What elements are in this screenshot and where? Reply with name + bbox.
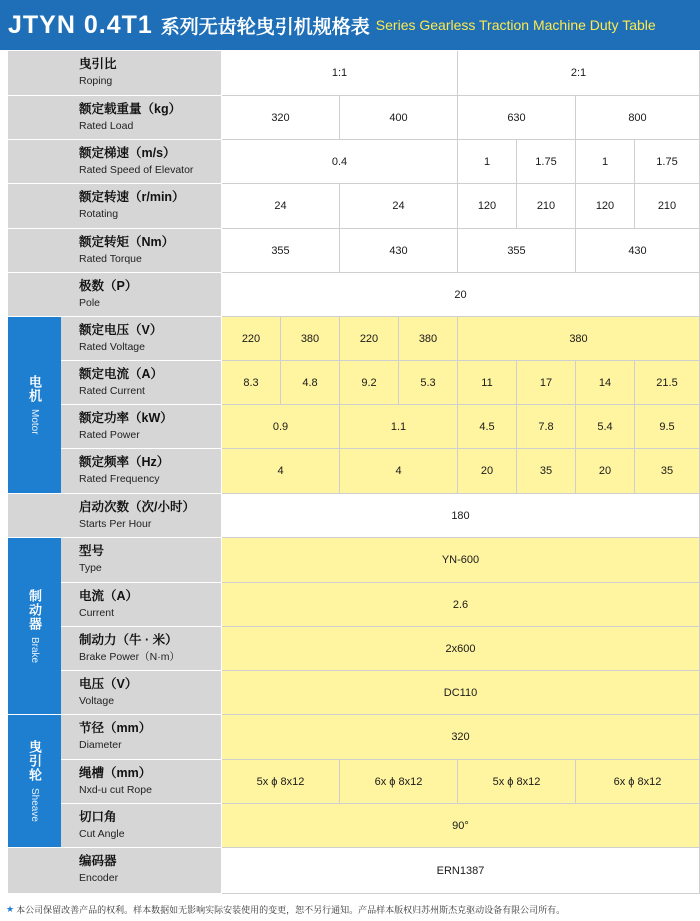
value-cell-rated-frequency: 4	[340, 449, 458, 494]
value-cell-encoder: ERN1387	[222, 848, 700, 894]
value-cell-rated-power: 7.8	[517, 405, 576, 449]
row-label-cn: 额定电流（A）	[79, 367, 164, 381]
value-cell-type: YN-600	[222, 538, 700, 583]
footer-note	[6, 900, 696, 918]
model-title: JTYN 0.4T1	[8, 10, 153, 39]
value-cell-diameter: 320	[222, 715, 700, 760]
value-cell-rated-current: 14	[576, 361, 635, 405]
row-label-en: Voltage	[79, 695, 115, 707]
value-cell-rated-current: 17	[517, 361, 576, 405]
row-label-en: Rotating	[79, 208, 119, 220]
row-label-diameter	[61, 715, 222, 760]
value-cell-rated-frequency: 20	[458, 449, 517, 494]
value-cell-rotating: 120	[576, 184, 635, 229]
row-label-en: Current	[79, 607, 115, 619]
group-label-cn: 电机	[27, 375, 42, 404]
value-cell-rated-power: 5.4	[576, 405, 635, 449]
row-label-cut-angle	[61, 804, 222, 848]
value-cell-rated-power: 0.9	[222, 405, 340, 449]
group-label-cn: 制动器	[27, 588, 42, 631]
value-cell-rated-power: 9.5	[635, 405, 700, 449]
value-cell-roping: 2:1	[458, 51, 700, 96]
value-cell-rated-current: 5.3	[399, 361, 458, 405]
value-cell-rated-current: 4.8	[281, 361, 340, 405]
row-label-cn: 节径（mm）	[79, 721, 152, 735]
row-label-cn: 切口角	[79, 810, 117, 824]
value-cell-voltage: DC110	[222, 671, 700, 715]
value-cell-rated-speed-of-elevator: 1.75	[517, 140, 576, 184]
value-cell-rated-frequency: 35	[635, 449, 700, 494]
row-label-nxd-u-cut-rope	[61, 760, 222, 804]
row-label-starts-per-hour	[8, 494, 222, 538]
value-cell-rated-speed-of-elevator: 1.75	[635, 140, 700, 184]
value-cell-rated-current: 11	[458, 361, 517, 405]
row-label-rated-frequency	[61, 449, 222, 494]
value-cell-current: 2.6	[222, 583, 700, 627]
value-cell-rated-torque: 430	[340, 229, 458, 273]
row-label-en: Cut Angle	[79, 828, 125, 840]
value-cell-brake-power-n-m: 2x600	[222, 627, 700, 671]
value-cell-rotating: 210	[517, 184, 576, 229]
row-label-en: Brake Power（N·m）	[79, 651, 180, 663]
value-cell-rated-current: 8.3	[222, 361, 281, 405]
row-label-en: Nxd-u cut Rope	[79, 784, 152, 796]
value-cell-rated-frequency: 20	[576, 449, 635, 494]
row-label-voltage	[61, 671, 222, 715]
row-label-rated-current	[61, 361, 222, 405]
star-icon: ★	[6, 903, 15, 914]
row-label-cn: 制动力（牛 · 米）	[79, 633, 178, 647]
row-label-rated-power	[61, 405, 222, 449]
row-label-rotating	[8, 184, 222, 229]
row-label-cn: 额定功率（kW）	[79, 411, 173, 425]
row-label-cn: 编码器	[79, 854, 117, 868]
row-label-en: Rated Frequency	[79, 473, 160, 485]
value-cell-nxd-u-cut-rope: 5x ϕ 8x12	[458, 760, 576, 804]
group-label-en: Sheave	[29, 788, 40, 822]
value-cell-rotating: 210	[635, 184, 700, 229]
row-label-rated-load	[8, 96, 222, 140]
value-cell-rated-speed-of-elevator: 1	[458, 140, 517, 184]
value-cell-cut-angle: 90°	[222, 804, 700, 848]
row-label-cn: 额定频率（Hz）	[79, 455, 170, 469]
value-cell-rated-voltage: 380	[458, 317, 700, 361]
row-label-en: Rated Current	[79, 385, 145, 397]
value-cell-rated-load: 630	[458, 96, 576, 140]
value-cell-rotating: 24	[222, 184, 340, 229]
group-brake	[8, 538, 61, 715]
value-cell-rated-load: 400	[340, 96, 458, 140]
row-label-cn: 额定转矩（Nm）	[79, 235, 175, 249]
value-cell-roping: 1:1	[222, 51, 458, 96]
value-cell-nxd-u-cut-rope: 6x ϕ 8x12	[340, 760, 458, 804]
row-label-type	[61, 538, 222, 583]
value-cell-rated-torque: 355	[458, 229, 576, 273]
row-label-brake-power-n-m	[61, 627, 222, 671]
group-label-en: Brake	[29, 636, 40, 664]
value-cell-rated-load: 800	[576, 96, 700, 140]
row-label-cn: 额定电压（V）	[79, 323, 163, 337]
row-label-en: Rated Torque	[79, 253, 142, 265]
value-cell-nxd-u-cut-rope: 5x ϕ 8x12	[222, 760, 340, 804]
value-cell-rotating: 120	[458, 184, 517, 229]
value-cell-rated-power: 4.5	[458, 405, 517, 449]
row-label-cn: 型号	[79, 544, 105, 558]
row-label-en: Starts Per Hour	[79, 518, 152, 530]
row-label-en: Roping	[79, 75, 113, 87]
row-label-en: Pole	[79, 297, 101, 309]
row-label-en: Rated Power	[79, 429, 140, 441]
value-cell-rated-voltage: 220	[222, 317, 281, 361]
row-label-rated-speed-of-elevator	[8, 140, 222, 184]
value-cell-pole: 20	[222, 273, 700, 317]
row-label-en: Type	[79, 562, 102, 574]
row-label-cn: 曳引比	[79, 57, 117, 71]
row-label-cn: 极数（P）	[79, 279, 138, 293]
row-label-cn: 额定载重量（kg）	[79, 102, 182, 116]
row-label-encoder	[8, 848, 222, 894]
chinese-title: 系列无齿轮曳引机规格表	[160, 16, 370, 38]
value-cell-rated-current: 21.5	[635, 361, 700, 405]
row-label-cn: 额定梯速（m/s）	[79, 146, 176, 160]
row-label-rated-torque	[8, 229, 222, 273]
row-label-cn: 电压（V）	[79, 677, 138, 691]
value-cell-rated-voltage: 220	[340, 317, 399, 361]
group-sheave	[8, 715, 61, 848]
row-label-cn: 绳槽（mm）	[79, 766, 152, 780]
value-cell-rated-frequency: 4	[222, 449, 340, 494]
group-motor	[8, 317, 61, 494]
footer-text: 本公司保留改善产品的权利。样本数据如无影响实际安装使用的变更，恕不另行通知。产品样本版权归苏州斯杰克驱动设备有限公司所有。	[16, 904, 566, 915]
row-label-en: Diameter	[79, 739, 122, 751]
group-label-cn: 曳引轮	[27, 740, 42, 783]
value-cell-rated-speed-of-elevator: 0.4	[222, 140, 458, 184]
row-label-current	[61, 583, 222, 627]
row-label-roping	[8, 51, 222, 96]
row-label-cn: 额定转速（r/min）	[79, 190, 185, 204]
value-cell-rated-speed-of-elevator: 1	[576, 140, 635, 184]
value-cell-nxd-u-cut-rope: 6x ϕ 8x12	[576, 760, 700, 804]
english-title: Series Gearless Traction Machine Duty Table	[375, 17, 656, 33]
value-cell-rotating: 24	[340, 184, 458, 229]
value-cell-rated-torque: 430	[576, 229, 700, 273]
group-label-en: Motor	[29, 409, 40, 435]
row-label-en: Rated Voltage	[79, 341, 145, 353]
value-cell-rated-voltage: 380	[281, 317, 340, 361]
value-cell-rated-power: 1.1	[340, 405, 458, 449]
value-cell-starts-per-hour: 180	[222, 494, 700, 538]
value-cell-rated-frequency: 35	[517, 449, 576, 494]
value-cell-rated-load: 320	[222, 96, 340, 140]
row-label-en: Rated Speed of Elevator	[79, 164, 194, 176]
row-label-rated-voltage	[61, 317, 222, 361]
row-label-pole	[8, 273, 222, 317]
row-label-cn: 启动次数（次/小时）	[79, 500, 195, 514]
row-label-cn: 电流（A）	[79, 589, 139, 603]
value-cell-rated-torque: 355	[222, 229, 340, 273]
value-cell-rated-voltage: 380	[399, 317, 458, 361]
row-label-en: Rated Load	[79, 120, 134, 132]
value-cell-rated-current: 9.2	[340, 361, 399, 405]
row-label-en: Encoder	[79, 872, 119, 884]
